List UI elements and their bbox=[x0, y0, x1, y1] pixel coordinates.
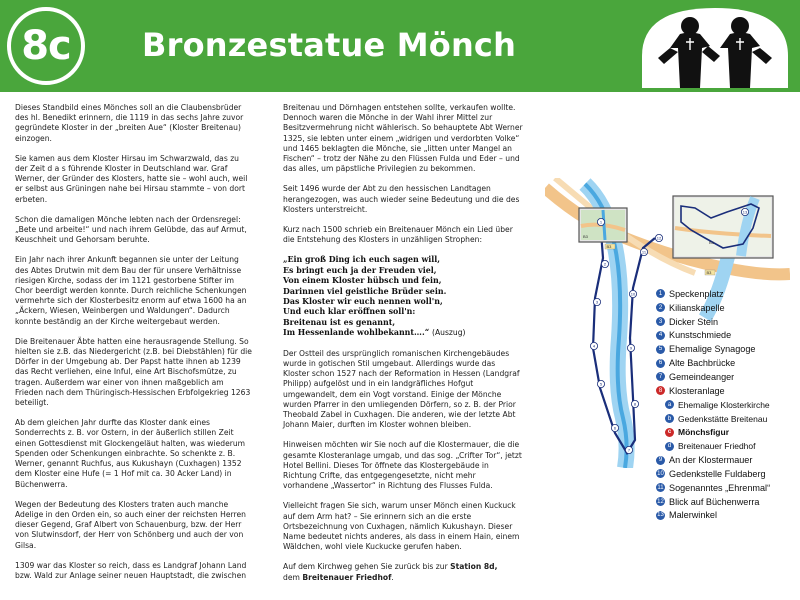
route-marker-label: 2 bbox=[603, 261, 607, 267]
legend-label: Kunstschmiede bbox=[669, 330, 732, 341]
station-badge-label: 8c bbox=[21, 23, 71, 69]
route-marker-label: 4 bbox=[592, 343, 596, 349]
poem-line: Es bringt euch ja der Freuden viel, bbox=[283, 265, 437, 275]
route-marker-label: 6 bbox=[613, 425, 617, 431]
paragraph: Der Ostteil des ursprünglich romanischen Kirchengebäudes wurde in gotischen Stil umgebaut. Allerdings wurde das Kloster schon 1527 nach der Reformation in Hessen (Landgraf Philipp) aufgelöst und in ein landgräfliches Hofgut umgewandelt, dem ein Vogt vorstand. Einige der Mönche wurden Pfarrer in den umliegenden Dörfern, so z. B. der Prior Theobald Zabel in Cuxhagen. Die anderen, wie der letzte Abt Johann Maier, durften im Kloster wohnen bleiben. bbox=[283, 348, 520, 430]
legend-item[interactable] bbox=[656, 467, 796, 481]
legend-number: c bbox=[665, 428, 674, 437]
legend-item[interactable] bbox=[656, 301, 796, 315]
route-marker-label: 11 bbox=[641, 249, 647, 255]
next-station-place: Breitenauer Friedhof bbox=[302, 572, 392, 582]
text-column-right bbox=[283, 103, 523, 593]
poem-line: Breitenau ist es genannt, bbox=[283, 317, 396, 327]
page-title: Bronzestatue Mönch bbox=[142, 26, 517, 64]
legend-number: 7 bbox=[656, 372, 665, 381]
poem-line: Darinnen viel geistliche Brüder sein. bbox=[283, 286, 447, 296]
route-marker-label: 13 bbox=[742, 209, 748, 215]
legend-item[interactable] bbox=[656, 481, 796, 495]
paragraph: 1309 war das Kloster so reich, dass es Landgraf Johann Land bzw. Wald zur Anlage seiner neuen Hauptstadt, die zwischen bbox=[15, 560, 247, 580]
legend-number: 11 bbox=[657, 484, 664, 491]
route-marker-label: 12 bbox=[656, 235, 662, 241]
legend-item[interactable] bbox=[656, 356, 796, 370]
paragraph: Vielleicht fragen Sie sich, warum unser Mönch einen Kuckuck auf dem Arm hat? – Sie erinnern sich an die erste Ortsbezeichnung von Cuxhagen, nämlich Kukushayn. Dieser Name bedeutet nichts anderes, als dass in einem Hain, einem Wäldchen, wohl viele Kuckucke gerufen haben. bbox=[283, 501, 520, 552]
legend-number: 12 bbox=[657, 498, 664, 505]
road-label: B3 bbox=[706, 270, 712, 275]
legend-label: Gedenkstätte Breitenau bbox=[678, 413, 768, 424]
legend-label: Ehemalige Klosterkirche bbox=[678, 399, 770, 410]
monks-logo-icon bbox=[640, 4, 790, 88]
text-column-left bbox=[15, 103, 253, 591]
directions-text: . bbox=[391, 572, 394, 582]
legend-item[interactable] bbox=[656, 425, 796, 439]
poem-line: Und euch klar eröffnen soll'n: bbox=[283, 307, 416, 317]
legend-item[interactable] bbox=[656, 370, 796, 384]
legend-label: Sogenanntes „Ehrenmal“ bbox=[669, 482, 771, 493]
legend-label: Alte Bachbrücke bbox=[669, 358, 736, 369]
paragraph: Ein Jahr nach ihrer Ankunft begannen sie unter der Leitung des Abtes Drutwin mit dem Bau der für unsere Verhältnisse riesigen Kirche, sodass der im 1121 gestorbene Stifter im Chor beerdigt werden konnte. Durch reichliche Schenkungen vermehrte sich der Klosterbesitz enorm auf etwa 1600 ha an „Äckern, Wiesen, Weinbergen und Waldungen“. Dadurch konnte beständig an der Kirche weitergebaut werden. bbox=[15, 255, 247, 326]
route-marker-label: 7 bbox=[627, 447, 631, 453]
paragraph: Kurz nach 1500 schrieb ein Breitenauer Mönch ein Lied über die Entstehung des Klosters in unzähligen Strophen: bbox=[283, 225, 513, 245]
poem-note: (Auszug) bbox=[432, 328, 466, 338]
route-marker-label: 8 bbox=[633, 401, 637, 407]
legend-label: Breitenauer Friedhof bbox=[678, 441, 756, 452]
paragraph: Ab dem gleichen Jahr durfte das Kloster dank eines Sonderrechts z. B. vor Ostern, in der äußerlich stillen Zeit einen Gottesdienst mit Glockengeläut halten, was wiederum Spenden oder Schenkungen einbrachte. So schenkte z. B. Werner, genannt Ruchfus, aus Kukushayn (Cuxhagen) 1352 dem Kloster eine Hufe (= 1 Hof mit ca. 30 Acker Land) in Büchenwerra. bbox=[15, 418, 246, 489]
legend-item[interactable] bbox=[656, 384, 796, 398]
legend-item[interactable] bbox=[656, 342, 796, 356]
poem-line: Von einem Kloster hübsch und fein, bbox=[283, 276, 442, 286]
route-marker-label: 10 bbox=[630, 291, 636, 297]
legend-label: Blick auf Büchenwerra bbox=[669, 496, 760, 507]
directions-paragraph bbox=[283, 562, 523, 582]
legend-label: Klosteranlage bbox=[669, 385, 725, 396]
legend-label: Kilianskapelle bbox=[669, 302, 725, 313]
poem-line: Das Kloster wir euch nennen woll'n, bbox=[283, 297, 443, 307]
legend-number: 2 bbox=[656, 303, 665, 312]
legend-label: An der Klostermauer bbox=[669, 455, 753, 466]
legend-label: Ehemalige Synagoge bbox=[669, 344, 756, 355]
header-bar bbox=[0, 0, 800, 92]
poem-line: „Ein groß Ding ich euch sagen will, bbox=[283, 255, 440, 265]
station-badge bbox=[7, 7, 85, 85]
legend-label: Mönchsfigur bbox=[678, 427, 729, 438]
directions-text: dem bbox=[283, 572, 300, 582]
legend-number: 8 bbox=[656, 386, 665, 395]
paragraph: Die Breitenauer Äbte hatten eine herausragende Stellung. So hielten sie z.B. das Niedergericht (z.B. bei Diebstählen) für die Dörfer in der Umgebung ab. Der Papst hatte ihnen ab 1239 das Recht verliehen, eine Inful, eine Art Bischofsmütze, zu tragen. Außerdem war einer von ihnen maßgeblich am Frieden nach dem Thüringisch-Hessischen Erbfolgekrieg 1263 beteiligt. bbox=[15, 336, 252, 408]
route-marker-label: 3 bbox=[595, 299, 599, 305]
paragraph: Breitenau und Dörnhagen entstehen sollte, verkaufen wollte. Dennoch waren die Mönche in der Wahl ihrer Mittel zur Besitzvermehrung nicht wählerisch. So behauptete Abt Werner 1325, sie lebten unter einem „widrigen und verdorbten Volke“ und 1465 beklagten die Mönche, sie „litten unter Mangel an Fischen“ – trotz der Nähe zu den Flüssen Fulda und Eder – und das alles, um päpstliche Privilegien zu bekommen. bbox=[283, 103, 523, 174]
poem-line: Im Hessenlande wohlbekannt….“ bbox=[283, 328, 430, 338]
legend-item[interactable] bbox=[656, 315, 796, 329]
directions-text: Auf dem Kirchweg gehen Sie zurück bis zur bbox=[283, 562, 448, 572]
legend-label: Dicker Stein bbox=[669, 316, 719, 327]
legend-number: 3 bbox=[656, 317, 665, 326]
legend-number: 9 bbox=[656, 456, 665, 465]
legend-label: Gedenkstelle Fuldaberg bbox=[669, 468, 766, 479]
legend-number: a bbox=[665, 400, 674, 409]
route-marker-label: 5 bbox=[599, 381, 603, 387]
route-marker-label: 1 bbox=[599, 219, 603, 225]
legend-number: b bbox=[665, 414, 674, 423]
poem-excerpt bbox=[283, 255, 523, 338]
paragraph: Wegen der Bedeutung des Klosters traten auch manche Adelige in den Orden ein, so auch einer der reichsten Herren dieser Gegend, Graf Albert von Schauenburg, bzw. der Herr von Slutwinsdorf, der Herr von Schönberg und auch der von Gilsa. bbox=[15, 499, 246, 550]
road-label: B3 bbox=[606, 244, 612, 249]
paragraph: Sie kamen aus dem Kloster Hirsau im Schwarzwald, das zu der Zeit d a s führende Kloster in Deutschland war. Graf Werner, der Gründer des Klosters, hatte sie – wohl auch, weil er selbst aus Grüningen nahe bei Hirsau stammte – von dort erbeten. bbox=[15, 153, 248, 204]
legend-item[interactable] bbox=[656, 412, 796, 426]
legend-number: 13 bbox=[657, 512, 664, 519]
next-station-link[interactable]: Station 8d, bbox=[450, 562, 498, 572]
legend-number: 6 bbox=[656, 359, 665, 368]
legend-item[interactable] bbox=[656, 453, 796, 467]
paragraph: Schon die damaligen Mönche lebten nach der Ordensregel: „Bete und arbeite!“ und nach ihrem Gelübde, das auf Armut, Keuschheit und Gehorsam beruhte. bbox=[15, 214, 247, 245]
legend-item[interactable] bbox=[656, 509, 796, 523]
legend-item[interactable] bbox=[656, 495, 796, 509]
legend-number: 10 bbox=[657, 470, 664, 477]
legend-label: Gemeindeanger bbox=[669, 371, 735, 382]
legend-number: d bbox=[665, 442, 674, 451]
legend-number: 5 bbox=[656, 345, 665, 354]
legend-label: Speckenplatz bbox=[669, 288, 724, 299]
paragraph: Hinweisen möchten wir Sie noch auf die Klostermauer, die die gesamte Klosteranlage umgab, und das sog. „Crifter Tor“, jetzt Hotel Bellini. Dieses Tor öffnete das Klostergebäude in Richtung Crifte, das entgegengesetzte, nicht mehr vorhandene „Wassertor“ in Richtung des Flusses Fulda. bbox=[283, 440, 522, 491]
paragraph: Seit 1496 wurde der Abt zu den hessischen Landtagen herangezogen, was auch wieder seine Bedeutung und die des Klosters unterstreicht. bbox=[283, 184, 520, 214]
legend-number: 4 bbox=[656, 331, 665, 340]
route-marker-label: 9 bbox=[629, 345, 633, 351]
station-legend bbox=[656, 287, 796, 522]
legend-item[interactable] bbox=[656, 398, 796, 412]
legend-item[interactable] bbox=[656, 287, 796, 301]
inset-road-label: B3 bbox=[709, 240, 714, 245]
paragraph: Dieses Standbild eines Mönches soll an die Claubensbrüder des hl. Benedikt erinnern, die 1119 in das sechs Jahre zuvor gegründete Kloster in der „breiten Aue“ (Kloster Breitenau) einzogen. bbox=[15, 103, 244, 143]
legend-item[interactable] bbox=[656, 329, 796, 343]
legend-item[interactable] bbox=[656, 439, 796, 453]
legend-label: Malerwinkel bbox=[669, 510, 718, 521]
inset-road-label: B3 bbox=[583, 234, 588, 239]
legend-number: 1 bbox=[656, 289, 665, 298]
